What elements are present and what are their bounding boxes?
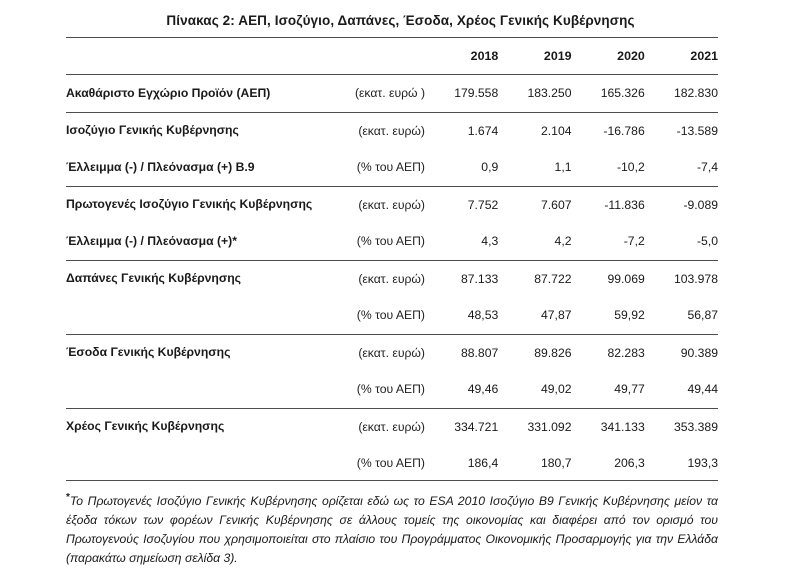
table-row [66, 297, 718, 334]
row-unit-gdp: (εκατ. ευρώ ) [317, 75, 425, 113]
row-label-debt: Χρέος Γενικής Κυβέρνησης [66, 419, 225, 434]
cell-balance-2019: 2.104 [541, 123, 572, 138]
cell-primary-balance-2019: 7.607 [541, 197, 572, 212]
table-row [66, 223, 718, 260]
cell-deficit-b9-2019: 1,1 [498, 149, 571, 186]
row-label-expenditure-pct [66, 297, 317, 334]
row-unit-primary-balance: (εκατ. ευρώ) [358, 197, 425, 212]
row-label-expenditure: Δαπάνες Γενικής Κυβέρνησης [66, 271, 241, 286]
table-row [66, 408, 718, 445]
header-unit-column [317, 38, 425, 75]
cell-revenue-2021: 90.389 [680, 345, 718, 360]
cell-expenditure-pct-2018: 48,53 [425, 297, 498, 334]
cell-primary-balance-2018: 7.752 [467, 197, 499, 212]
row-label-primary-deficit: Έλλειμμα (-) / Πλεόνασμα (+)* [66, 223, 317, 260]
cell-gdp-2018: 179.558 [425, 75, 498, 113]
cell-expenditure-pct-2020: 59,92 [572, 297, 645, 334]
table-row [66, 149, 718, 186]
cell-primary-deficit-2018: 4,3 [425, 223, 498, 260]
cell-expenditure-2019: 87.722 [534, 271, 572, 286]
cell-revenue-2020: 82.283 [607, 345, 645, 360]
cell-balance-2018: 1.674 [467, 123, 499, 138]
cell-revenue-2019: 89.826 [534, 345, 572, 360]
table-row [66, 260, 718, 297]
cell-revenue-2018: 88.807 [460, 345, 499, 360]
cell-revenue-pct-2021: 49,44 [645, 371, 718, 408]
row-label-revenue: Έσοδα Γενικής Κυβέρνησης [66, 345, 231, 360]
row-unit-debt-pct: (% του ΑΕΠ) [317, 445, 425, 481]
row-label-balance: Ισοζύγιο Γενικής Κυβέρνησης [66, 123, 239, 138]
table-footnote [66, 490, 718, 568]
table-row [66, 112, 718, 149]
table-body [66, 75, 718, 481]
page-title: Πίνακας 2: ΑΕΠ, Ισοζύγιο, Δαπάνες, Έσοδα, Χρέος Γενικής Κυβέρνησης [166, 13, 635, 28]
row-unit-expenditure-pct: (% του ΑΕΠ) [317, 297, 425, 334]
cell-primary-deficit-2019: 4,2 [498, 223, 571, 260]
cell-expenditure-pct-2021: 56,87 [645, 297, 718, 334]
cell-primary-balance-2021: -9.089 [683, 197, 718, 212]
table-container [66, 37, 718, 481]
cell-primary-deficit-2020: -7,2 [572, 223, 645, 260]
row-label-revenue-pct [66, 371, 317, 408]
header-row [66, 38, 718, 75]
row-unit-revenue-pct: (% του ΑΕΠ) [317, 371, 425, 408]
row-label-deficit-b9: Έλλειμμα (-) / Πλεόνασμα (+) Β.9 [66, 149, 317, 186]
row-label-gdp: Ακαθάριστο Εγχώριο Προϊόν (ΑΕΠ) [66, 75, 317, 113]
cell-balance-2021: -13.589 [676, 123, 718, 138]
cell-revenue-pct-2019: 49,02 [498, 371, 571, 408]
cell-expenditure-pct-2019: 47,87 [498, 297, 571, 334]
table-row [66, 334, 718, 371]
cell-debt-2018: 334.721 [454, 419, 499, 434]
cell-debt-2019: 331.092 [527, 419, 572, 434]
cell-debt-pct-2018: 186,4 [425, 445, 498, 481]
cell-gdp-2021: 182.830 [645, 75, 718, 113]
cell-primary-balance-2020: -11.836 [604, 197, 645, 212]
table-row [66, 186, 718, 223]
header-year-2021: 2021 [645, 38, 718, 75]
table-row [66, 75, 718, 113]
cell-revenue-pct-2018: 49,46 [425, 371, 498, 408]
header-indicator-column [66, 38, 317, 75]
cell-primary-deficit-2021: -5,0 [645, 223, 718, 260]
cell-debt-pct-2021: 193,3 [645, 445, 718, 481]
table-row [66, 445, 718, 481]
footnote-text: Το Πρωτογενές Ισοζύγιο Γενικής Κυβέρνησης ορίζεται εδώ ως το ESA 2010 Ισοζύγιο Β9 Γενικής Κυβέρνησης μείον τα έξοδα τόκων των φορέων Γενικής Κυβέρνησης σε άλλους τομείς της οικονομίας και διαφέρει από τον ορισμό του Πρωτογενούς Ισοζυγίου που χρησιμοποιείται στο πλαίσιο του Προγράμματος Οικονομικής Προσαρμογής για την Ελλάδα (παρακάτω σημείωση σελίδα 3). [66, 494, 718, 565]
footnote-marker: * [66, 492, 70, 503]
cell-debt-2021: 353.389 [673, 419, 718, 434]
row-unit-debt: (εκατ. ευρώ) [358, 419, 425, 434]
cell-deficit-b9-2020: -10,2 [572, 149, 645, 186]
cell-expenditure-2021: 103.978 [673, 271, 718, 286]
cell-gdp-2019: 183.250 [498, 75, 571, 113]
cell-revenue-pct-2020: 49,77 [572, 371, 645, 408]
cell-debt-pct-2020: 206,3 [572, 445, 645, 481]
row-label-debt-pct [66, 445, 317, 481]
row-label-primary-balance: Πρωτογενές Ισοζύγιο Γενικής Κυβέρνησης [66, 197, 313, 212]
cell-balance-2020: -16.786 [603, 123, 645, 138]
row-unit-deficit-b9: (% του ΑΕΠ) [317, 149, 425, 186]
fiscal-indicators-table [66, 37, 718, 481]
header-year-2019: 2019 [498, 38, 571, 75]
cell-deficit-b9-2018: 0,9 [425, 149, 498, 186]
header-year-2020: 2020 [572, 38, 645, 75]
table-row [66, 371, 718, 408]
cell-expenditure-2018: 87.133 [460, 271, 499, 286]
cell-debt-pct-2019: 180,7 [498, 445, 571, 481]
header-year-2018: 2018 [425, 38, 498, 75]
row-unit-balance: (εκατ. ευρώ) [358, 123, 425, 138]
row-unit-expenditure: (εκατ. ευρώ) [358, 271, 425, 286]
cell-deficit-b9-2021: -7,4 [645, 149, 718, 186]
table-header [66, 38, 718, 75]
cell-debt-2020: 341.133 [600, 419, 645, 434]
row-unit-revenue: (εκατ. ευρώ) [358, 345, 425, 360]
cell-expenditure-2020: 99.069 [607, 271, 645, 286]
cell-gdp-2020: 165.326 [572, 75, 645, 113]
row-unit-primary-deficit: (% του ΑΕΠ) [317, 223, 425, 260]
